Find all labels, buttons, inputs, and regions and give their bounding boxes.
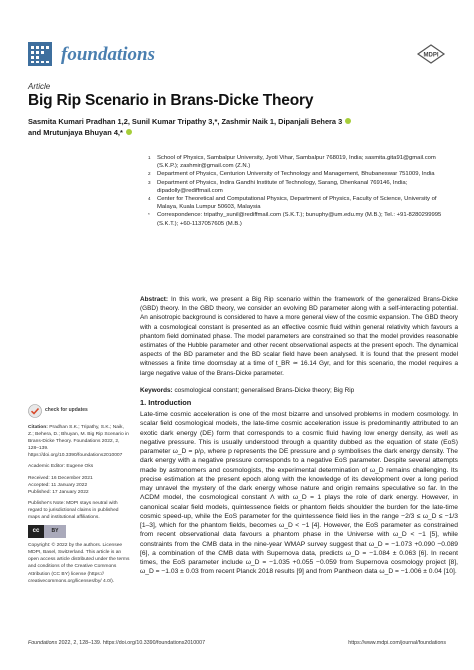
check-updates-icon (28, 404, 42, 418)
footer-doi[interactable]: 2022, 2, 128–139. https://doi.org/10.3390/foundations2010007 (58, 640, 206, 646)
affiliation-item (148, 170, 458, 178)
citation-block (28, 424, 130, 459)
introduction-text: Late-time cosmic acceleration is one of the most bizarre and unsolved problems in modern cosmology. In scalar field cosmological models, the late-time cosmic acceleration issue is predominantly attributed to an exotic dark energy (DE) form that corresponds to a cosmic fluid having low energy density, as well as negative pressure. This is usually understood through a quantity dubbed as the equation of state (EoS) parameter ω_D = p/ρ, where p represents the DE pressure and ρ symbolises the dark energy density. The dark energy with a negative pressure corresponds to a negative EoS parameter. Despite several attempts made by astronomers and cosmologists, the experimental determination of ω_D remains challenging. Its precise estimation at the present epoch along with the knowledge of its development over a long period may unravel the mystery of the dark energy whose nature and origin remains speculative so far. In the ΛCDM model, the cosmological constant Λ with ω_D = 1 plays the role of dark energy. However, in canonical scalar field models, quintessence fields or phantom fields shoulder the burden for the late-time cosmic speed-up, while the EoS parameter for the quintessence field lies in the range −2/3 ≤ ω_D ≤ −1/3 [1–3], which for the phantom fields, becomes ω_D < −1 [4]. However, the EoS parameter as constrained from recent observational data favours a phantom phase in the Universe with ω_D < −1 [5], while constraints from the CMB data in the nine-year WMAP survey suggest that ω_D = −1.073 +0.090 −0.089 [6], a combination of the CMB data with Supernova data, predicts ω_D = −1.084 ± 0.063 [6]. In recent times, the EoS parameter include ω_D = −1.035 +0.055 −0.059 from Supernova cosmology project [8], ω_D = −1.03 ± 0.03 from recent Planck 2018 results [9] and from Pantheon data ω_D = −1.006 ± 0.04 [10]. (140, 411, 458, 576)
cc-logo-icon: cc (28, 525, 44, 538)
article-type: Article (28, 82, 51, 91)
footer-journal-link[interactable]: https://www.mdpi.com/journal/foundations (348, 640, 446, 646)
citation-text: Pradhan S.K.; Tripathy, S.K.; Naik, Z.; Behera, D.; Bhuyan, M. Big Rip Scenario in Brans-Dicke Theory. Foundations 2022, 2, 128–139. https://doi.org/10.3390/foundations2010007 (28, 425, 129, 459)
paper-title: Big Rip Scenario in Brans-Dicke Theory (28, 92, 314, 109)
academic-editor: Academic Editor: Eugene Oks (28, 464, 94, 470)
keywords-text: cosmological constant; generalised Brans-Dicke theory; Big Rip (174, 387, 355, 394)
footer-journal: Foundations (28, 640, 58, 646)
affiliation-item (148, 154, 458, 170)
affiliation-number: 1 (148, 155, 151, 160)
citation-label: Citation: (28, 425, 48, 430)
mdpi-label: MDPI (423, 52, 439, 59)
abstract-label: Abstract: (140, 296, 169, 303)
published-date: Published: 17 January 2022 (28, 489, 89, 495)
abstract-text: In this work, we present a Big Rip scenario within the framework of the generalized Brans-Dicke (GBD) theory. In the GBD theory, we consider an evolving BD parameter along with a self-interacting potential. An anisotropic background is considered to have a more general view of the cosmic expansion. The GBD theory with a cosmological constant is presented as an effective cosmic fluid within general relativity which favours a phantom field dominated phase. The model parameters are constrained so that the model provides reasonable estimates of the Hubble parameter and other recent observational aspects at the present epoch. The dynamical aspects of the BD parameter and the BD scalar field have been analysed. It is found that the present model witnesses a finite time doomsday at a time of t_BR ≃ 16.14 Gyr, and for this scenario, the model requires a large negative value of the Brans-Dicke parameter. (140, 296, 459, 377)
orcid-icon[interactable] (126, 129, 132, 135)
keywords (140, 386, 458, 395)
authors-line1-text: Sasmita Kumari Pradhan 1,2, Sunil Kumar Tripathy 3,*, Zashmir Naik 1, Dipanjali Behera 3 (28, 117, 343, 126)
author-line-2 (28, 127, 458, 138)
affiliation-item (148, 195, 458, 211)
check-updates-label: check for updates (45, 407, 88, 414)
by-logo-icon: BY (44, 525, 66, 538)
affiliations (148, 154, 458, 228)
publisher-note: Publisher's Note: MDPI stays neutral with regard to jurisdictional claims in published maps and institutional affiliations. (28, 500, 119, 521)
affiliation-number: 2 (148, 171, 151, 177)
affiliation-text: Center for Theoretical and Computational Physics, Department of Physics, Faculty of Science, University of Malaya, Kuala Lumpur 50603, Malaysia (157, 196, 437, 211)
abstract (140, 295, 458, 378)
affiliation-text: Correspondence: tripathy_sunil@rediffmail.com (S.K.T.); bunuphy@um.edu.my (M.B.); Tel.: +91-8280299995 (S.K.T.); +60-1137057605 (M.B.) (157, 212, 442, 227)
section-heading: 1. Introduction (140, 398, 192, 407)
correspondence (148, 211, 458, 227)
keywords-label: Keywords: (140, 387, 173, 394)
affiliation-text: Department of Physics, Indira Gandhi Institute of Technology, Sarang, Dhenkanal 769146, India; dipadolly@rediffmail.com (157, 179, 408, 194)
check-for-updates-button[interactable] (28, 404, 130, 418)
article-sidebar (28, 404, 130, 585)
affiliation-text: School of Physics, Sambalpur University, Jyoti Vihar, Sambalpur 768019, India; sasmita.gita91@gmail.com (S.K.P.); zashmir@gmail.com (Z.N.) (157, 155, 436, 170)
affiliation-number: 4 (148, 196, 151, 202)
journal-header (28, 40, 446, 70)
copyright-notice: Copyright: © 2022 by the authors. Licensee MDPI, Basel, Switzerland. This article is an open access article distributed under the terms and conditions of the Creative Commons Attribution (CC BY) license (https:// creativecommons.org/licenses/by/ 4.0/). (28, 543, 130, 584)
journal-logo-icon (28, 42, 52, 66)
page-footer (28, 640, 446, 646)
affiliation-number: 3 (148, 179, 151, 185)
accepted-date: Accepted: 11 January 2022 (28, 482, 88, 488)
affiliation-number: * (148, 212, 150, 218)
footer-citation (28, 640, 205, 646)
mdpi-logo-icon (416, 44, 446, 64)
cc-by-license-badge[interactable] (28, 525, 66, 538)
affiliation-item (148, 179, 458, 195)
affiliation-text: Department of Physics, Centurion University of Technology and Management, Bhubaneswar 751009, India (157, 171, 435, 178)
author-list (28, 116, 458, 138)
received-date: Received: 16 December 2021 (28, 475, 93, 481)
journal-name: foundations (61, 44, 155, 65)
orcid-icon[interactable] (345, 118, 351, 124)
author-line-1 (28, 116, 458, 127)
authors-line2-text: and Mrutunjaya Bhuyan 4,* (28, 128, 123, 137)
